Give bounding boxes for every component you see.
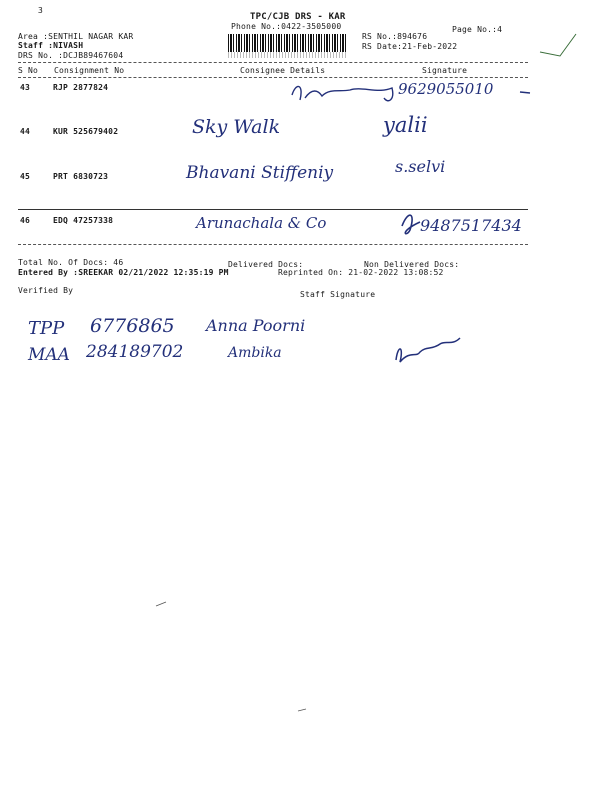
staff-signature-label: Staff Signature bbox=[300, 290, 376, 299]
note-name-2: Ambika bbox=[228, 345, 282, 361]
rs-number: RS No.:894676 bbox=[362, 32, 428, 41]
entered-by: Entered By :SREEKAR 02/21/2022 12:35:19 PM bbox=[18, 268, 229, 277]
row-signature-handwritten: yalii bbox=[383, 113, 428, 137]
stray-mark bbox=[156, 602, 166, 606]
sheet-title: TPC/CJB DRS - KAR bbox=[250, 12, 346, 22]
phone-number: Phone No.:0422-3505000 bbox=[231, 22, 342, 31]
total-docs: Total No. Of Docs: 46 bbox=[18, 258, 124, 267]
row-sno: 43 bbox=[20, 83, 31, 92]
signature-loop bbox=[402, 215, 420, 234]
row-sno: 45 bbox=[20, 172, 31, 181]
row-consignment: EDQ 47257338 bbox=[53, 216, 114, 225]
non-delivered-docs: Non Delivered Docs: bbox=[364, 260, 460, 269]
page-number: Page No.:4 bbox=[452, 25, 503, 34]
rs-date: RS Date:21-Feb-2022 bbox=[362, 42, 458, 51]
row-signature-handwritten: s.selvi bbox=[395, 157, 446, 176]
row-signature-handwritten: 9487517434 bbox=[420, 216, 522, 235]
col-consignment: Consignment No bbox=[54, 66, 125, 75]
tick-mark bbox=[540, 34, 576, 56]
note-code-1: TPP bbox=[28, 318, 65, 339]
staff-signature-scribble bbox=[396, 338, 460, 362]
delivered-docs: Delivered Docs: bbox=[228, 260, 304, 269]
row-sno: 44 bbox=[20, 127, 31, 136]
drs-number: DRS No. :DCJB89467604 bbox=[18, 51, 124, 60]
dash-mark bbox=[520, 92, 530, 93]
row-consignment: PRT 6830723 bbox=[53, 172, 109, 181]
row-consignee-handwritten: Arunachala & Co bbox=[196, 214, 327, 232]
corner-mark: 3 bbox=[38, 6, 44, 15]
staff-label: Staff :NIVASH bbox=[18, 41, 84, 50]
row-consignment: RJP 2877824 bbox=[53, 83, 109, 92]
row-signature-handwritten: 9629055010 bbox=[398, 80, 494, 98]
area-label: Area :SENTHIL NAGAR KAR bbox=[18, 32, 134, 41]
note-number-2: 284189702 bbox=[86, 342, 184, 362]
scrawl-signature bbox=[292, 86, 393, 100]
note-code-2: MAA bbox=[28, 345, 70, 365]
verified-by-label: Verified By bbox=[18, 286, 74, 295]
row-sno: 46 bbox=[20, 216, 31, 225]
stray-mark bbox=[298, 709, 306, 711]
col-consignee: Consignee Details bbox=[240, 66, 326, 75]
col-sno: S No bbox=[18, 66, 39, 75]
col-signature: Signature bbox=[422, 66, 468, 75]
row-consignment: KUR 525679402 bbox=[53, 127, 119, 136]
note-name-1: Anna Poorni bbox=[206, 316, 306, 335]
reprinted-on: Reprinted On: 21-02-2022 13:08:52 bbox=[278, 268, 444, 277]
note-number-1: 6776865 bbox=[90, 315, 175, 337]
row-consignee-handwritten: Bhavani Stiffeniy bbox=[186, 163, 334, 183]
row-consignee-handwritten: Sky Walk bbox=[192, 116, 281, 138]
